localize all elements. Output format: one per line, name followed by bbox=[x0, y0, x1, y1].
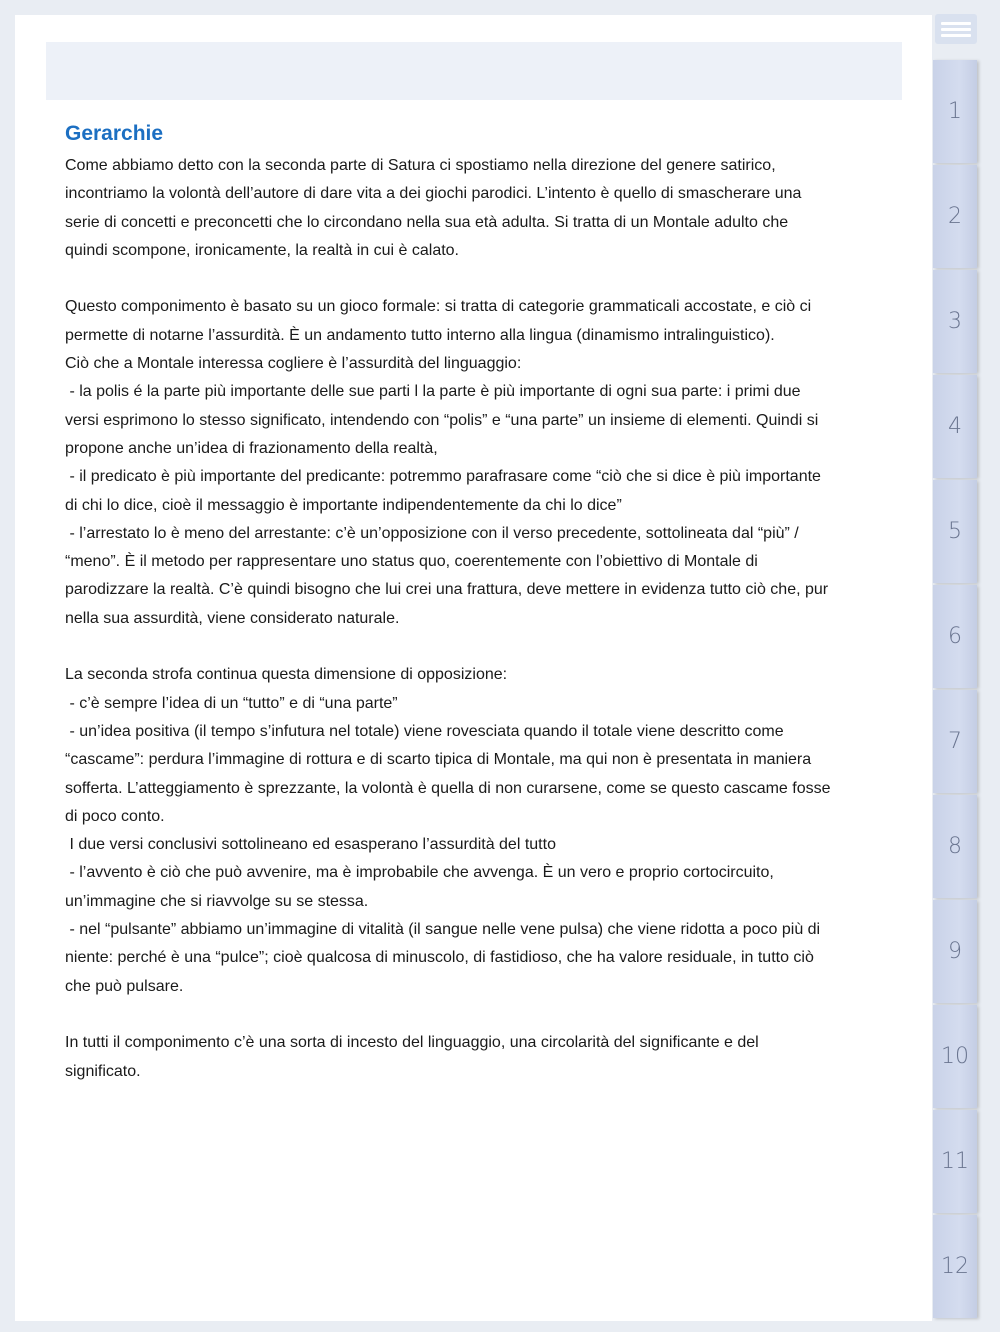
paragraph-first-strophe: Questo componimento è basato su un gioco formale: si tratta di categorie grammaticali accostate, e ciò ci permette di notarne l’assurdità. È un andamento tutto interno alla lingua (dinamismo intralinguistico). Ciò che a Montale interessa cogliere è l’assurdità del linguaggio: - la polis é la parte più importante delle sue parti l la parte è più importante di ogni sua parte: i primi due versi esprimono lo stesso significato, intendendo con “polis” e “una parte” un insieme di elementi. Quindi si propone anche un’idea di frazionamento della realtà, - il predicato è più importante del predicante: potremmo parafrasare come “ciò che si dice è più importante di chi lo dice, cioè il messaggio è importante indipendentemente da chi lo dice” - l’arrestato lo è meno del arrestante: c’è un’opposizione con il verso precedente, sottolineata dal “più” / “meno”. È il metodo per rappresentare uno status quo, coerentemente con l’obiettivo di Montale di parodizzare la realtà. C’è quindi bisogno che lui crei una frattura, deve mettere in evidenza tutto ciò che, pur nella sua assurdità, viene considerato naturale. bbox=[65, 298, 829, 627]
page-tab-11[interactable]: 11 bbox=[933, 1110, 977, 1213]
page-tab-1[interactable]: 1 bbox=[933, 60, 977, 163]
page-tab-5[interactable]: 5 bbox=[933, 480, 977, 583]
page-tab-3[interactable]: 3 bbox=[933, 270, 977, 373]
page-tabs bbox=[933, 60, 977, 1320]
page-header-bar bbox=[46, 42, 902, 100]
document-page bbox=[15, 15, 932, 1321]
menu-bar bbox=[941, 28, 971, 31]
document-content bbox=[65, 120, 895, 1086]
page-tab-10[interactable]: 10 bbox=[933, 1005, 977, 1108]
document-title: Gerarchie bbox=[65, 122, 164, 145]
menu-bar bbox=[941, 34, 971, 37]
page-tab-7[interactable]: 7 bbox=[933, 690, 977, 793]
page-tab-9[interactable]: 9 bbox=[933, 900, 977, 1003]
page-tab-8[interactable]: 8 bbox=[933, 795, 977, 898]
page-tab-2[interactable]: 2 bbox=[933, 165, 977, 268]
paragraph-intro: Come abbiamo detto con la seconda parte di Satura ci spostiamo nella direzione del genere satirico, incontriamo la volontà dell’autore di dare vita a dei giochi parodici. L’intento è quello di smascherare una serie di concetti e preconcetti che lo circondano nella sua età adulta. Si tratta di un Montale adulto che quindi scompone, ironicamente, la realtà in cui è calato. bbox=[65, 157, 802, 259]
page-tab-4[interactable]: 4 bbox=[933, 375, 977, 478]
paragraph-gap bbox=[65, 633, 895, 661]
page-tab-12[interactable]: 12 bbox=[933, 1215, 977, 1318]
paragraph-gap bbox=[65, 1001, 895, 1029]
paragraph-conclusion: In tutti il componimento c’è una sorta di incesto del linguaggio, una circolarità del significante e del significato. bbox=[65, 1034, 759, 1080]
hamburger-menu-icon[interactable] bbox=[935, 14, 977, 44]
menu-bar bbox=[941, 22, 971, 25]
paragraph-gap bbox=[65, 265, 895, 293]
paragraph-second-strophe: La seconda strofa continua questa dimensione di opposizione: - c’è sempre l’idea di un “tutto” e di “una parte” - un’idea positiva (il tempo s’infutura nel totale) viene rovesciata quando il totale viene descritto come “cascame”: perdura l’immagine di rottura e di scarto tipica di Montale, ma qui non è presentata in maniera sofferta. L’atteggiamento è sprezzante, la volontà è quella di non curarsene, come se questo cascame fosse di poco conto. I due versi conclusivi sottolineano ed esasperano l’assurdità del tutto - l’avvento è ciò che può avvenire, ma è improbabile che avvenga. È un vero e proprio cortocircuito, un’immagine che si riavvolge su se stessa. - nel “pulsante” abbiamo un’immagine di vitalità (il sangue nelle vene pulsa) che viene ridotta a poco più di niente: perché è una “pulce”; cioè qualcosa di minuscolo, di fastidioso, che ha valore residuale, in tutto ciò che può pulsare. bbox=[65, 666, 831, 995]
page-tab-6[interactable]: 6 bbox=[933, 585, 977, 688]
